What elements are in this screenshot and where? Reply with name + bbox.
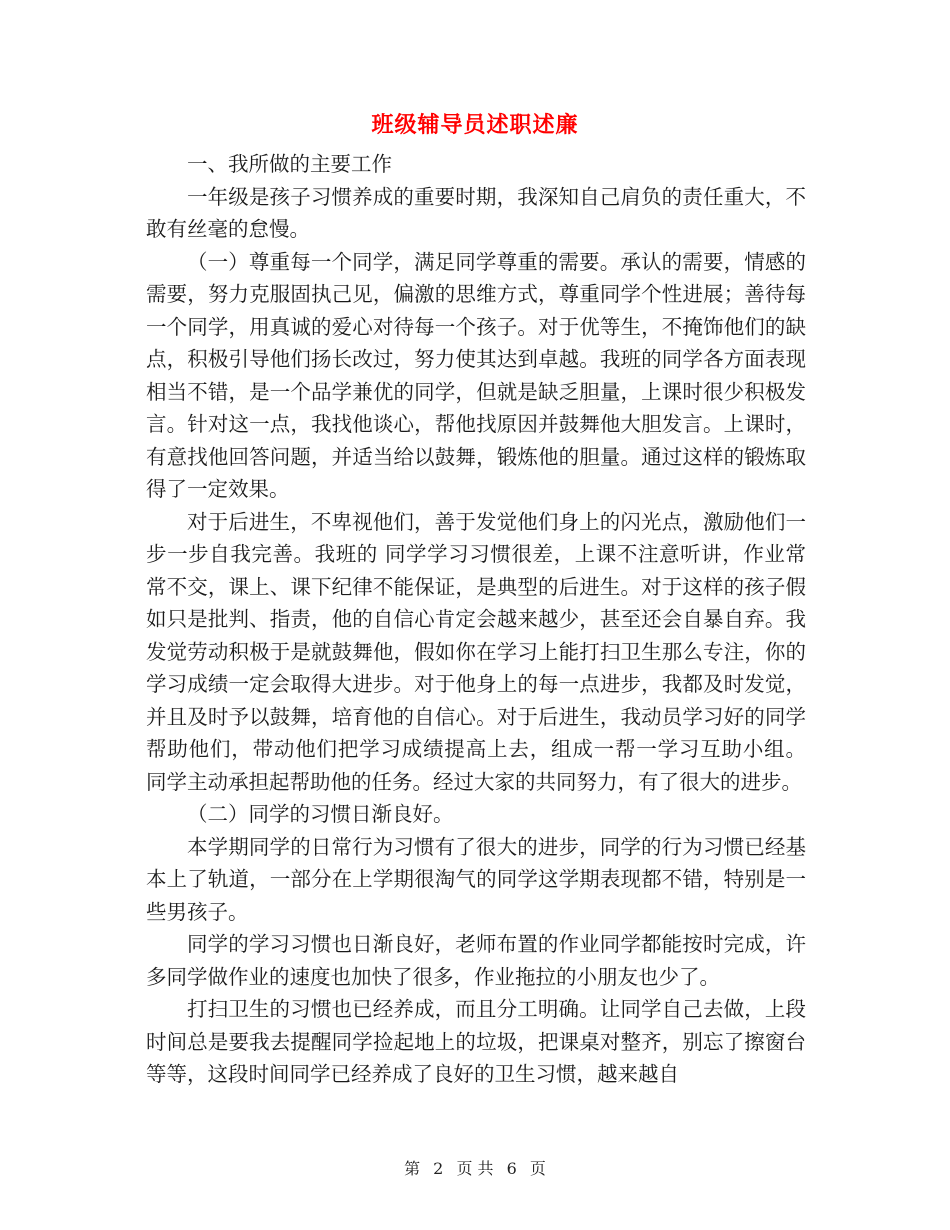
document-title: 班级辅导员述职述廉 xyxy=(371,112,579,138)
subsection-heading: （二）同学的习惯日渐良好。 xyxy=(187,802,454,826)
footer-page-number: 2 xyxy=(433,1159,444,1178)
page-footer xyxy=(0,1156,950,1179)
footer-suffix: 页 xyxy=(529,1159,546,1178)
document-body xyxy=(146,148,806,1091)
paragraph: 本学期同学的日常行为习惯有了很大的进步，同学的行为习惯已经基本上了轨道，一部分在上学期很淘气的同学这学期表现都不错，特别是一些男孩子。 xyxy=(146,834,806,924)
paragraph: （一）尊重每一个同学，满足同学尊重的需要。承认的需要，情感的需要，努力克服固执己见，偏激的思维方式，尊重同学个性进展；善待每一个同学，用真诚的爱心对待每一个孩子。对于优等生，不掩饰他们的缺点，积极引导他们扬长改过，努力使其达到卓越。我班的同学各方面表现相当不错，是一个品学兼优的同学，但就是缺乏胆量，上课时很少积极发言。针对这一点，我找他谈心，帮他找原因并鼓舞他大胆发言。上课时，有意找他回答问题，并适当给以鼓舞，锻炼他的胆量。通过这样的锻炼取得了一定效果。 xyxy=(146,249,806,501)
paragraph: 同学的学习习惯也日渐良好，老师布置的作业同学都能按时完成，许多同学做作业的速度也加快了很多，作业拖拉的小朋友也少了。 xyxy=(146,932,806,989)
section-heading: 一、我所做的主要工作 xyxy=(187,152,392,176)
footer-mid: 页 共 xyxy=(456,1159,494,1178)
footer-prefix: 第 xyxy=(404,1159,421,1178)
paragraph: 打扫卫生的习惯也已经养成，而且分工明确。让同学自己去做，上段时间总是要我去提醒同学捡起地上的垃圾，把课桌对整齐，别忘了擦窗台等等，这段时间同学已经养成了良好的卫生习惯，越来越自 xyxy=(146,997,806,1086)
paragraph: 对于后进生，不卑视他们，善于发觉他们身上的闪光点，激励他们一步一步自我完善。我班的 同学学习习惯很差，上课不注意听讲，作业常常不交，课上、课下纪律不能保证，是典型的后进生。对于这样的孩子假如只是批判、指责，他的自信心肯定会越来越少，甚至还会自暴自弃。我发觉劳动积极于是就鼓舞他，假如你在学习上能打扫卫生那么专注，你的学习成绩一定会取得大进步。对于他身上的每一点进步，我都及时发觉，并且及时予以鼓舞，培育他的自信心。对于后进生，我动员学习好的同学帮助他们，带动他们把学习成绩提高上去，组成一帮一学习互助小组。 同学主动承担起帮助他的任务。经过大家的共同努力，有了很大的进步。 xyxy=(146,509,806,794)
footer-total-pages: 6 xyxy=(506,1159,517,1178)
paragraph: 一年级是孩子习惯养成的重要时期，我深知自己肩负的责任重大，不敢有丝毫的怠慢。 xyxy=(146,184,806,241)
